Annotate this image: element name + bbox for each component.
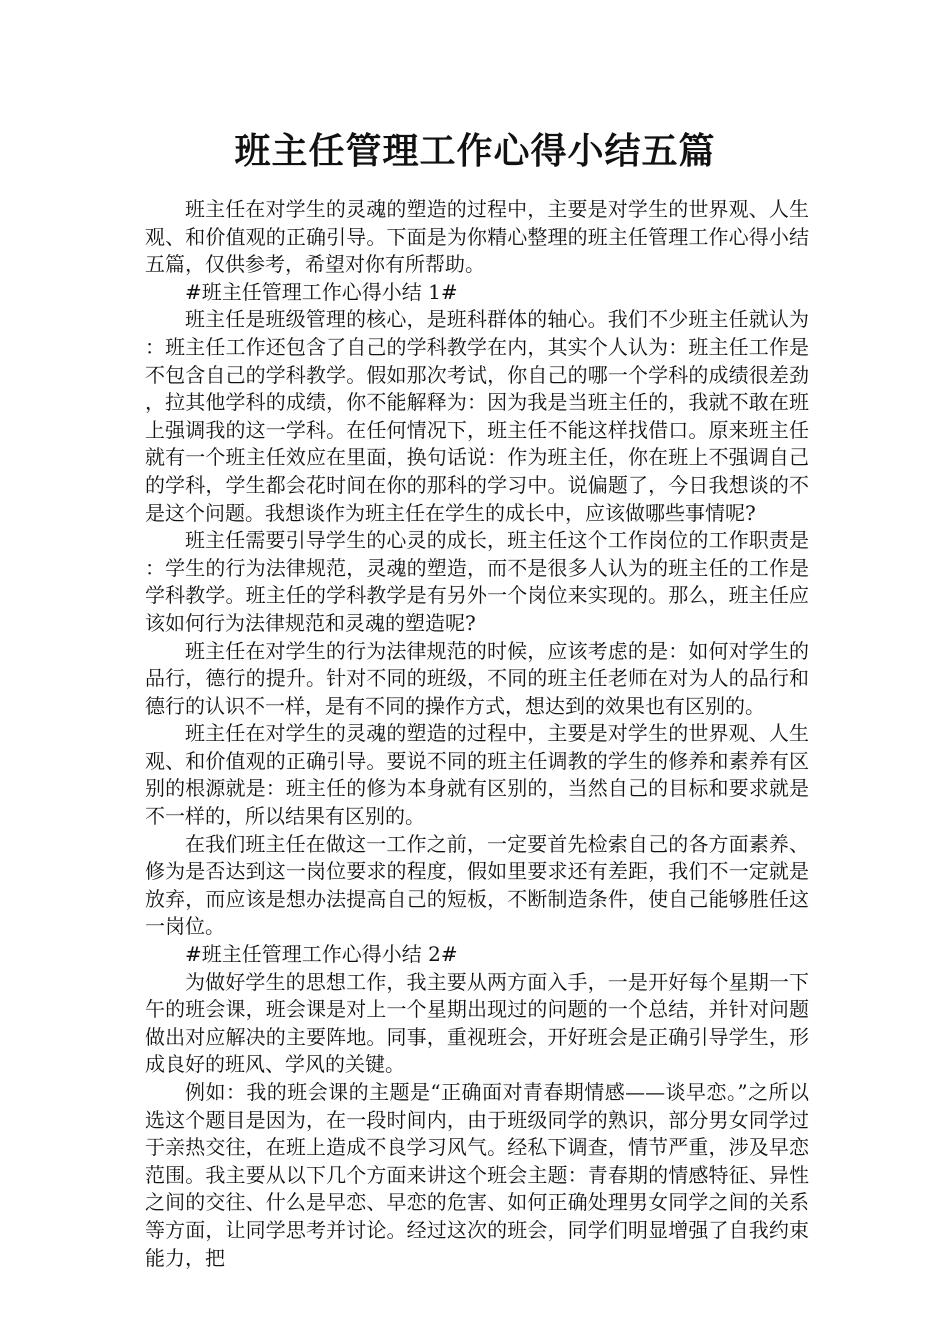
body-paragraph: 班主任是班级管理的核心，是班科群体的轴心。我们不少班主任就认为：班主任工作还包含了自己的学科教学在内，其实个人认为：班主任工作是不包含自己的学科教学。假如那次考试，你自己的哪一个学科的成绩很差劲，拉其他学科的成绩，你不能解释为：因为我是当班主任的，我就不敢在班上强调我的这一学科。在任何情况下，班主任不能这样找借口。原来班主任就有一个班主任效应在里面，换句话说：作为班主任，你在班上不强调自己的学科，学生都会花时间在你的那科的学习中。说偏题了，今日我想谈的不是这个问题。我想谈作为班主任在学生的成长中，应该做哪些事情呢? bbox=[145, 307, 809, 525]
section-heading: #班主任管理工作心得小结 1# bbox=[185, 279, 458, 304]
body-paragraph: 班主任需要引导学生的心灵的成长，班主任这个工作岗位的工作职责是：学生的行为法律规范，灵魂的塑造，而不是很多人认为的班主任的工作是学科教学。班主任的学科教学是有另外一个岗位来实现的。那么，班主任应该如何行为法律规范和灵魂的塑造呢? bbox=[145, 528, 809, 635]
body-paragraph: 例如：我的班会课的主题是“正确面对青春期情感——谈早恋。”之所以选这个题目是因为，在一段时间内，由于班级同学的熟识，部分男女同学过于亲热交往，在班上造成不良学习风气。经私下调查，情节严重，涉及早恋范围。我主要从以下几个方面来讲这个班会主题：青春期的情感特征、异性之间的交往、什么是早恋、早恋的危害、如何正确处理男女同学之间的关系等方面，让同学思考并讨论。经过这次的班会，同学们明显增强了自我约束能力，把 bbox=[145, 1080, 809, 1270]
body-paragraph: 为做好学生的思想工作，我主要从两方面入手，一是开好每个星期一下午的班会课，班会课是对上一个星期出现过的问题的一个总结，并针对问题做出对应解决的主要阵地。同事，重视班会，开好班会是正确引导学生，形成良好的班风、学风的关键。 bbox=[145, 969, 809, 1077]
body-paragraph: 班主任在对学生的灵魂的塑造的过程中，主要是对学生的世界观、人生观、和价值观的正确引导。要说不同的班主任调教的学生的修养和素养有区别的根源就是：班主任的修为本身就有区别的，当然自己的目标和要求就是不一样的，所以结果有区别的。 bbox=[145, 721, 809, 829]
document-body bbox=[145, 196, 809, 1272]
document-title: 班主任管理工作心得小结五篇 bbox=[234, 131, 716, 172]
body-paragraph: 班主任在对学生的灵魂的塑造的过程中，主要是对学生的世界观、人生观、和价值观的正确引导。下面是为你精心整理的班主任管理工作心得小结五篇，仅供参考，希望对你有所帮助。 bbox=[145, 197, 809, 277]
section-heading: #班主任管理工作心得小结 2# bbox=[185, 942, 458, 967]
body-paragraph: 在我们班主任在做这一工作之前，一定要首先检索自己的各方面素养、修为是否达到这一岗位要求的程度，假如里要求还有差距，我们不一定就是放弃，而应该是想办法提高自己的短板，不断制造条件，使自己能够胜任这一岗位。 bbox=[145, 831, 809, 939]
body-paragraph: 班主任在对学生的行为法律规范的时候，应该考虑的是：如何对学生的品行，德行的提升。针对不同的班级，不同的班主任老师在对为人的品行和德行的认识不一样，是有不同的操作方式，想达到的效果也有区别的。 bbox=[145, 638, 809, 718]
